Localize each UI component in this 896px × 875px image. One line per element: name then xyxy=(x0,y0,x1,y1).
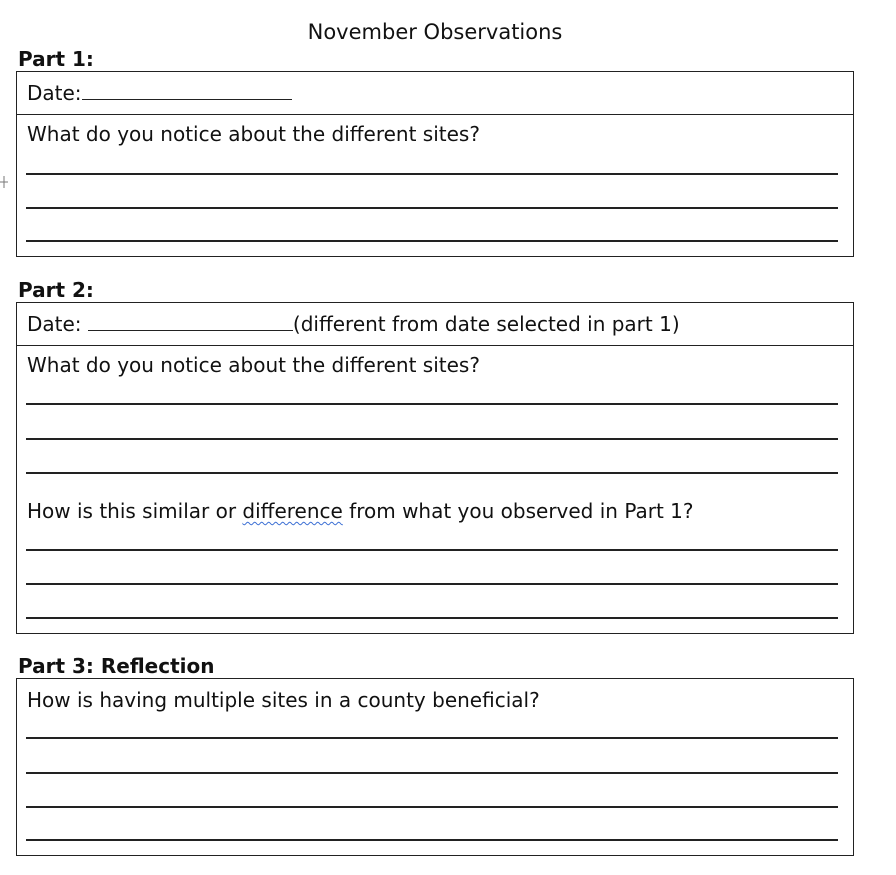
part2-date-label: Date: xyxy=(27,312,88,336)
part2-answer-line[interactable] xyxy=(26,438,838,440)
part2-date-note: (different from date selected in part 1) xyxy=(292,312,680,336)
crosshair-icon xyxy=(0,176,8,188)
part3-box xyxy=(16,678,854,856)
part2-answer-line[interactable] xyxy=(26,617,838,619)
part2-question2-start: How is this similar or xyxy=(27,499,243,523)
page-title: November Observations xyxy=(307,20,563,44)
part2-question2 xyxy=(27,499,694,523)
part2-answer-line[interactable] xyxy=(26,583,838,585)
part1-label: Part 1: xyxy=(18,47,94,71)
part1-date-label: Date: xyxy=(27,81,82,105)
part2-date-field[interactable] xyxy=(27,312,680,336)
part1-answer-line[interactable] xyxy=(26,173,838,175)
part3-question: How is having multiple sites in a county beneficial? xyxy=(27,688,540,712)
part2-question2-end: from what you observed in Part 1? xyxy=(342,499,694,523)
part2-answer-line[interactable] xyxy=(26,472,838,474)
part1-date-row xyxy=(17,72,853,115)
part1-answer-line[interactable] xyxy=(26,207,838,209)
part2-question1: What do you notice about the different sites? xyxy=(27,353,480,377)
part2-date-row xyxy=(17,303,853,346)
part2-box xyxy=(16,302,854,634)
part1-answer-line[interactable] xyxy=(26,240,838,242)
part1-date-field[interactable] xyxy=(27,81,292,105)
part2-label: Part 2: xyxy=(18,278,94,302)
part3-answer-line[interactable] xyxy=(26,806,838,808)
part2-date-blank[interactable] xyxy=(88,312,293,331)
part3-question-row xyxy=(17,679,853,855)
part1-date-blank[interactable] xyxy=(82,81,292,100)
part3-answer-line[interactable] xyxy=(26,772,838,774)
part3-answer-line[interactable] xyxy=(26,737,838,739)
part2-question-row xyxy=(17,346,853,633)
part2-answer-line[interactable] xyxy=(26,549,838,551)
part3-answer-line[interactable] xyxy=(26,839,838,841)
part3-label: Part 3: Reflection xyxy=(18,654,215,678)
spellcheck-flagged-word[interactable]: difference xyxy=(242,499,343,523)
part1-question: What do you notice about the different sites? xyxy=(27,122,480,146)
part1-question-row xyxy=(17,115,853,256)
part2-answer-line[interactable] xyxy=(26,403,838,405)
part1-box xyxy=(16,71,854,257)
